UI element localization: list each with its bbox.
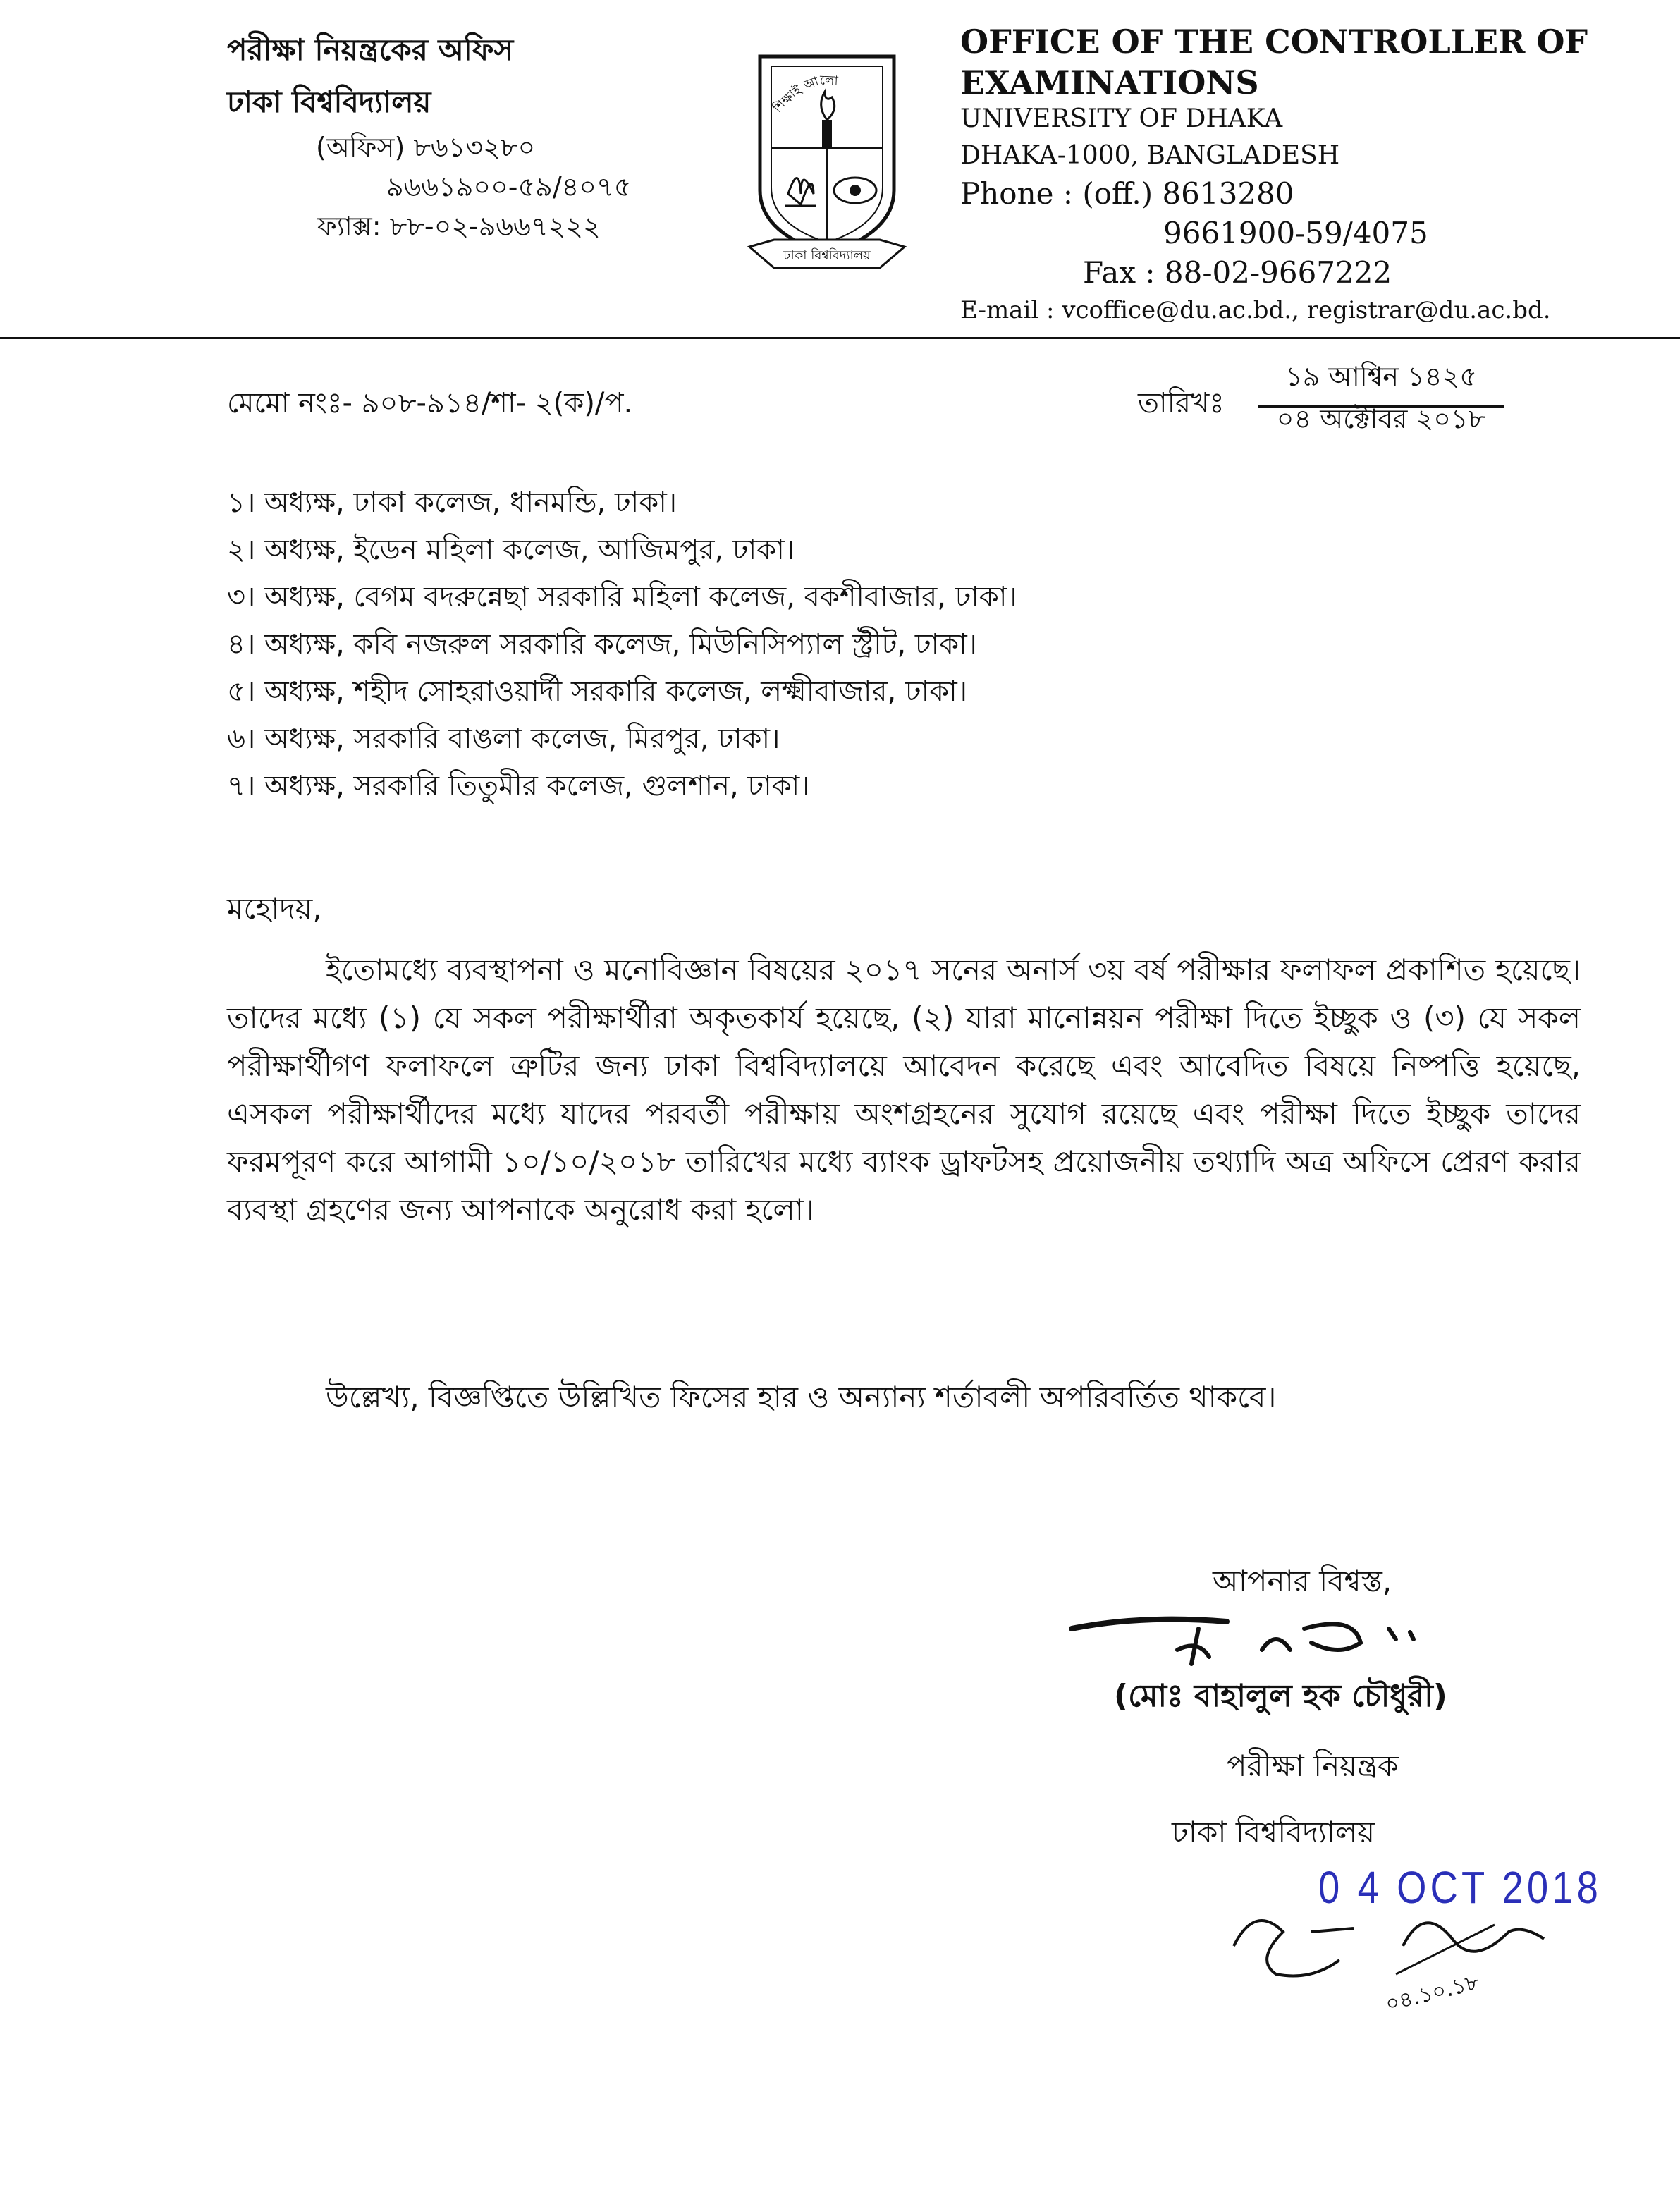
university-name-english: UNIVERSITY OF DHAKA — [960, 104, 1283, 133]
office-phone-extra-english: 9661900-59/4075 — [1163, 216, 1428, 250]
date-stamp: 0 4 OCT 2018 — [1318, 1862, 1602, 1913]
header-divider — [0, 337, 1680, 339]
university-address: DHAKA-1000, BANGLADESH — [960, 141, 1340, 170]
body-paragraph-main: ইতোমধ্যে ব্যবস্থাপনা ও মনোবিজ্ঞান বিষয়ের ২০১৭ সনের অনার্স ৩য় বর্ষ পরীক্ষার ফলাফল প্রকাশিত হয়েছে। তাদের মধ্যে (১) যে সকল পরীক্ষার্থীরা অকৃতকার্য হয়েছে, (২) যারা মানোন্নয়ন পরীক্ষা দিতে ইচ্ছুক ও (৩) যে সকল পরীক্ষার্থীগণ ফলাফলে ত্রুটির জন্য ঢাকা বিশ্ববিদ্যালয়ে আবেদন করেছে এবং আবেদিত বিষয়ে নিষ্পত্তি হয়েছে, এসকল পরীক্ষার্থীদের মধ্যে যাদের পরবর্তী পরীক্ষায় অংশগ্রহনের সুযোগ রয়েছে এবং পরীক্ষা দিতে ইচ্ছুক তাদের ফরমপূরণ করে আগামী ১০/১০/২০১৮ তারিখের মধ্যে ব্যাংক ড্রাফটসহ প্রয়োজনীয় তথ্যাদি অত্র অফিসে প্রেরণ করার ব্যবস্থা গ্রহণের জন্য আপনাকে অনুরোধ করা হলো। — [227, 953, 1581, 1227]
signatory-title: পরীক্ষা নিয়ন্ত্রক — [1227, 1749, 1399, 1783]
office-fax-english: Fax : 88-02-9667222 — [1083, 255, 1392, 290]
body-paragraph-note: উল্লেখ্য, বিজ্ঞপ্তিতে উল্লিখিত ফিসের হার ও অন্যান্য শর্তাবলী অপরিবর্তিত থাকবে। — [326, 1380, 1277, 1414]
crest-motto: শিক্ষাই আলো — [770, 73, 839, 116]
office-name-bangla: পরীক্ষা নিয়ন্ত্রকের অফিস — [227, 32, 514, 67]
office-fax-bangla: ফ্যাক্স: ৮৮-০২-৯৬৬৭২২২ — [317, 211, 601, 242]
date-gregorian: ০৪ অক্টোবর ২০১৮ — [1276, 403, 1486, 434]
closing-phrase: আপনার বিশ্বস্ত, — [1213, 1564, 1392, 1598]
university-crest-icon — [746, 42, 908, 275]
office-name-english: OFFICE OF THE CONTROLLER OF EXAMINATIONS — [960, 23, 1588, 102]
recipient-item: ৩। অধ্যক্ষ, বেগম বদরুন্নেছা সরকারি মহিলা কলেজ, বকশীবাজার, ঢাকা। — [227, 581, 1017, 613]
office-phone-bangla: (অফিস) ৮৬১৩২৮০ — [316, 132, 536, 163]
crest-banner-text: ঢাকা বিশ্ববিদ্যালয় — [783, 248, 871, 263]
recipient-item: ২। অধ্যক্ষ, ইডেন মহিলা কলেজ, আজিমপুর, ঢাকা। — [227, 534, 795, 566]
office-phone-english: Phone : (off.) 8613280 — [960, 176, 1294, 211]
salutation: মহোদয়, — [227, 891, 322, 926]
memo-number: মেমো নংঃ- ৯০৮-৯১৪/শা- ২(ক)/প. — [227, 387, 633, 420]
recipient-list — [227, 479, 1017, 810]
university-name-bangla: ঢাকা বিশ্ববিদ্যালয় — [227, 85, 431, 119]
signatory-name: (মোঃ বাহালুল হক চৌধুরী) — [1114, 1678, 1447, 1714]
svg-text:শিক্ষাই আলো — [770, 73, 839, 116]
handwritten-date: ০৪.১০.১৮ — [1382, 1969, 1483, 2017]
recipient-item: ৪। অধ্যক্ষ, কবি নজরুল সরকারি কলেজ, মিউনিসিপ্যাল স্ট্রীট, ঢাকা। — [227, 628, 977, 661]
signatory-university: ঢাকা বিশ্ববিদ্যালয় — [1172, 1815, 1375, 1849]
date-label: তারিখঃ — [1138, 387, 1225, 420]
recipient-item: ৫। অধ্যক্ষ, শহীদ সোহরাওয়ার্দী সরকারি কলেজ, লক্ষ্মীবাজার, ঢাকা। — [227, 675, 968, 708]
office-email: E-mail : vcoffice@du.ac.bd., registrar@du.ac.bd. — [960, 296, 1551, 324]
office-phone-extra-bangla: ৯৬৬১৯০০-৫৯/৪০৭৫ — [386, 171, 632, 202]
recipient-item: ৭। অধ্যক্ষ, সরকারি তিতুমীর কলেজ, গুলশান, ঢাকা। — [227, 770, 810, 802]
recipient-item: ৬। অধ্যক্ষ, সরকারি বাঙলা কলেজ, মিরপুর, ঢাকা। — [227, 723, 780, 755]
date-bangla-calendar: ১৯ আশ্বিন ১৪২৫ — [1258, 356, 1504, 408]
recipient-item: ১। অধ্যক্ষ, ঢাকা কলেজ, ধানমন্ডি, ঢাকা। — [227, 486, 677, 519]
